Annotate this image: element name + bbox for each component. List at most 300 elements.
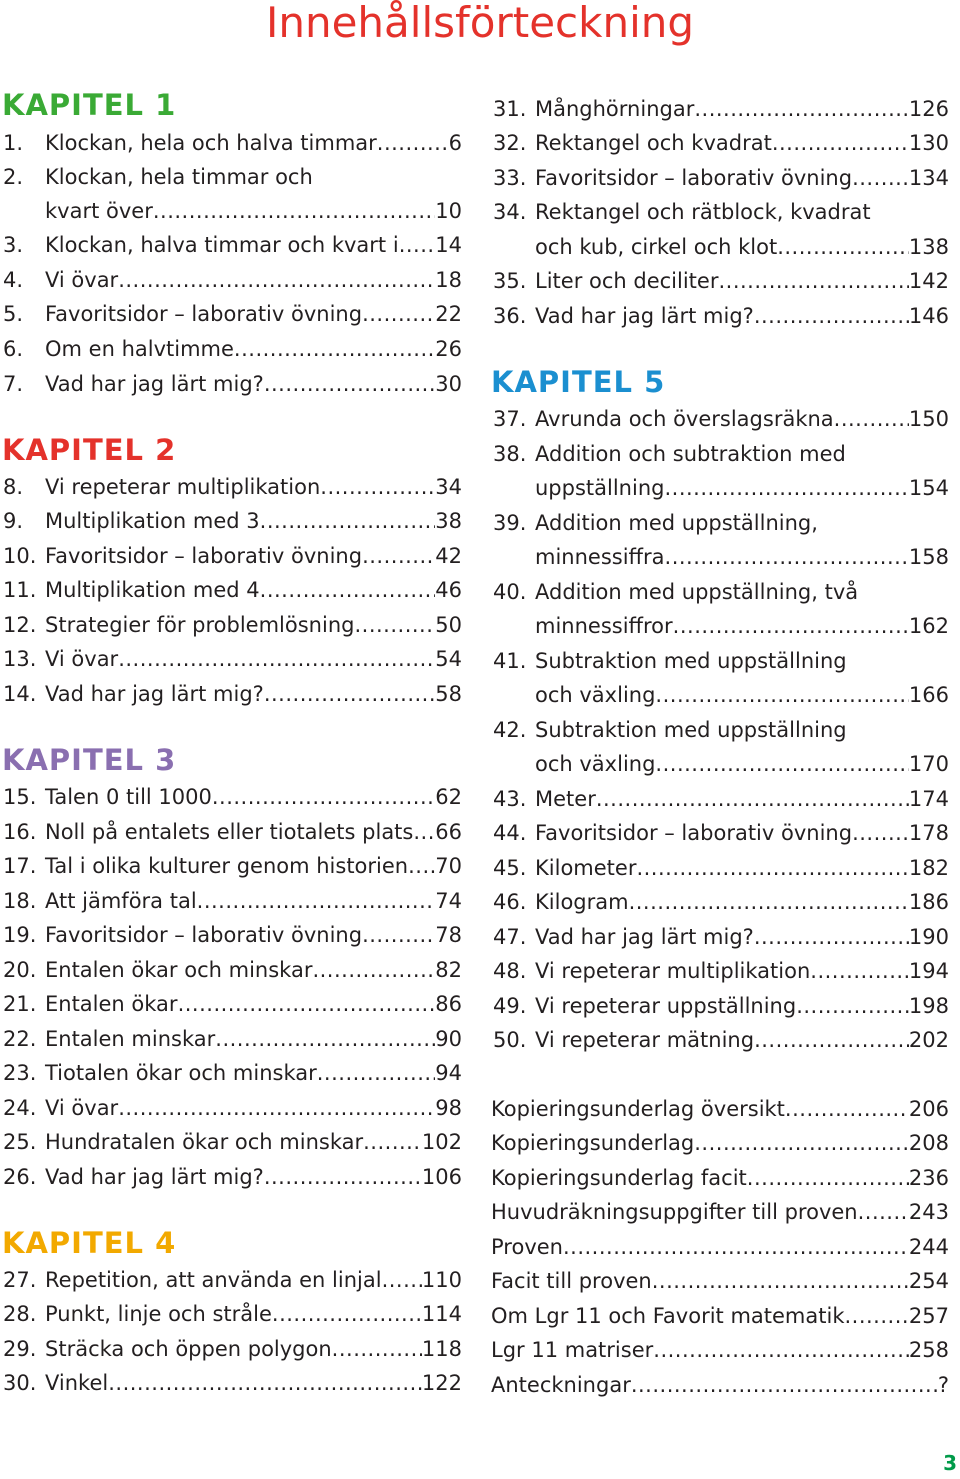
entry-page: 138: [908, 235, 949, 259]
entry-page: 254: [908, 1269, 949, 1293]
toc-entry[interactable]: [490, 506, 949, 540]
leader-dots: [810, 954, 909, 988]
entry-page: 38: [435, 509, 462, 533]
leader-dots: [320, 470, 435, 504]
entry-page: 130: [908, 131, 949, 155]
entry-title: Facit till proven: [491, 1269, 652, 1293]
leader-dots: [260, 504, 436, 538]
toc-appendix-entry[interactable]: [490, 1333, 949, 1367]
entry-title: Noll på entalets eller tiotalets plats: [45, 820, 414, 844]
toc-entry[interactable]: [0, 918, 462, 952]
toc-entry[interactable]: [0, 470, 462, 504]
entry-page: 257: [908, 1304, 949, 1328]
leader-dots: [377, 126, 449, 160]
leader-dots: [596, 782, 909, 816]
entry-page: 82: [435, 958, 462, 982]
entry-number: 42.: [493, 718, 527, 742]
entry-number: 50.: [493, 1028, 527, 1052]
leader-dots: [118, 642, 435, 676]
entry-number: 14.: [3, 682, 37, 706]
toc-entry[interactable]: [0, 1022, 462, 1056]
entry-page: 243: [908, 1200, 949, 1224]
entry-title: Klockan, hela timmar och: [45, 165, 313, 189]
leader-dots: [754, 299, 909, 333]
leader-dots: [264, 677, 435, 711]
entry-page: 58: [435, 682, 462, 706]
entry-title: Multiplikation med 4: [45, 578, 260, 602]
entry-number: 34.: [493, 200, 527, 224]
entry-title: Tal i olika kulturer genom historien: [45, 854, 409, 878]
toc-entry[interactable]: [490, 851, 949, 885]
entry-title: Proven: [491, 1235, 563, 1259]
toc-appendix-entry[interactable]: [490, 1230, 949, 1264]
entry-title: Addition med uppställning,: [535, 511, 818, 535]
entry-title: Vi repeterar multiplikation: [535, 959, 811, 983]
toc-entry[interactable]: [0, 849, 462, 883]
entry-page: 244: [908, 1235, 949, 1259]
entry-page: 98: [435, 1096, 462, 1120]
entry-page: 66: [435, 820, 462, 844]
toc-appendix-entry[interactable]: [490, 1126, 949, 1160]
toc-entry[interactable]: [490, 575, 949, 609]
entry-title: Kilogram: [535, 890, 629, 914]
entry-number: 10.: [3, 544, 37, 568]
toc-entry-continuation[interactable]: [490, 230, 949, 264]
toc-entry[interactable]: [0, 884, 462, 918]
entry-title: Favoritsidor – laborativ övning: [535, 166, 853, 190]
leader-dots: [354, 608, 435, 642]
entry-title: Om en halvtimme: [45, 337, 234, 361]
entry-number: 43.: [493, 787, 527, 811]
toc-entry[interactable]: [490, 195, 949, 229]
entry-title: Vinkel: [45, 1371, 109, 1395]
entry-title: Klockan, hela och halva timmar: [45, 131, 377, 155]
toc-entry[interactable]: [490, 989, 949, 1023]
entry-page: 42: [435, 544, 462, 568]
toc-entry[interactable]: [490, 1023, 949, 1057]
leader-dots: [108, 1366, 422, 1400]
entry-page: 10: [435, 199, 462, 223]
toc-entry[interactable]: [0, 504, 462, 538]
leader-dots: [636, 851, 908, 885]
toc-entry[interactable]: [490, 126, 949, 160]
entry-number: 7.: [3, 372, 24, 396]
entry-title: Entalen minskar: [45, 1027, 216, 1051]
entry-title: Strategier för problemlösning: [45, 613, 355, 637]
leader-dots: [852, 816, 909, 850]
leader-dots: [747, 1161, 909, 1195]
entry-page: 206: [908, 1097, 949, 1121]
entry-page: 150: [908, 407, 949, 431]
leader-dots: [362, 297, 435, 331]
entry-page: 50: [435, 613, 462, 637]
entry-number: 35.: [493, 269, 527, 293]
leader-dots: [652, 1264, 909, 1298]
entry-title: Vad har jag lärt mig?: [535, 925, 754, 949]
entry-page: 194: [908, 959, 949, 983]
entry-page: 22: [435, 302, 462, 326]
leader-dots: [844, 1299, 908, 1333]
entry-title: Addition och subtraktion med: [535, 442, 846, 466]
leader-dots: [118, 1091, 435, 1125]
entry-page: 208: [908, 1131, 949, 1155]
toc-entry[interactable]: [0, 1125, 462, 1159]
toc-appendix-entry[interactable]: [490, 1195, 949, 1229]
entry-title: Vi repeterar uppställning: [535, 994, 797, 1018]
entry-title: Rektangel och kvadrat: [535, 131, 772, 155]
entry-number: 40.: [493, 580, 527, 604]
toc-entry[interactable]: [490, 299, 949, 333]
entry-title: och växling: [535, 683, 656, 707]
entry-page: 26: [435, 337, 462, 361]
leader-dots: [212, 780, 435, 814]
toc-entry[interactable]: [490, 782, 949, 816]
leader-dots: [260, 573, 436, 607]
entry-title: Vad har jag lärt mig?: [45, 372, 264, 396]
entry-title: Multiplikation med 3: [45, 509, 260, 533]
entry-page: 34: [435, 475, 462, 499]
entry-number: 27.: [3, 1268, 37, 1292]
entry-number: 24.: [3, 1096, 37, 1120]
entry-title: Kopieringsunderlag: [491, 1131, 695, 1155]
entry-title: Talen 0 till 1000: [45, 785, 212, 809]
entry-title: minnessiffra: [535, 545, 665, 569]
toc-entry[interactable]: [0, 263, 462, 297]
toc-entry[interactable]: [0, 1160, 462, 1194]
entry-page: 134: [908, 166, 949, 190]
toc-entry[interactable]: [0, 332, 462, 366]
entry-title: Vi övar: [45, 268, 119, 292]
entry-title: Vi repeterar multiplikation: [45, 475, 321, 499]
entry-title: Rektangel och rätblock, kvadrat: [535, 200, 871, 224]
toc-appendix-entry[interactable]: [490, 1299, 949, 1333]
entry-number: 9.: [3, 509, 24, 533]
toc-entry[interactable]: [0, 1263, 462, 1297]
entry-title: Hundratalen ökar och minskar: [45, 1130, 364, 1154]
leader-dots: [178, 987, 436, 1021]
toc-entry[interactable]: [0, 367, 462, 401]
entry-number: 25.: [3, 1130, 37, 1154]
toc-entry[interactable]: [490, 161, 949, 195]
entry-page: 6: [448, 131, 462, 155]
toc-entry[interactable]: [0, 987, 462, 1021]
entry-title: Favoritsidor – laborativ övning: [45, 544, 363, 568]
entry-title: Vad har jag lärt mig?: [45, 682, 264, 706]
entry-number: 11.: [3, 578, 37, 602]
leader-dots: [718, 264, 908, 298]
leader-dots: [362, 918, 435, 952]
leader-dots: [785, 1092, 909, 1126]
leader-dots: [272, 1297, 422, 1331]
toc-entry[interactable]: [0, 953, 462, 987]
entry-page: 236: [908, 1166, 949, 1190]
toc-entry[interactable]: [490, 816, 949, 850]
entry-number: 38.: [493, 442, 527, 466]
toc-entry[interactable]: [0, 1297, 462, 1331]
chapter-heading-5: KAPITEL 5: [491, 365, 666, 399]
entry-title: minnessiffror: [535, 614, 673, 638]
entry-number: 45.: [493, 856, 527, 880]
entry-title: uppställning: [535, 476, 665, 500]
entry-title: Kopieringsunderlag facit: [491, 1166, 747, 1190]
toc-entry[interactable]: [0, 228, 462, 262]
entry-number: 21.: [3, 992, 37, 1016]
entry-number: 26.: [3, 1165, 37, 1189]
toc-entry[interactable]: [490, 885, 949, 919]
entry-title: Addition med uppställning, två: [535, 580, 859, 604]
toc-entry[interactable]: [0, 780, 462, 814]
entry-number: 1.: [3, 131, 24, 155]
toc-entry[interactable]: [490, 713, 949, 747]
entry-number: 2.: [3, 165, 24, 189]
entry-number: 33.: [493, 166, 527, 190]
entry-page: 90: [435, 1027, 462, 1051]
leader-dots: [413, 815, 435, 849]
entry-title: Entalen ökar och minskar: [45, 958, 313, 982]
toc-entry[interactable]: [0, 160, 462, 194]
toc-entry[interactable]: [490, 954, 949, 988]
entry-number: 29.: [3, 1337, 37, 1361]
entry-number: 41.: [493, 649, 527, 673]
entry-number: 31.: [493, 97, 527, 121]
entry-page: 146: [908, 304, 949, 328]
entry-number: 4.: [3, 268, 24, 292]
toc-entry[interactable]: [0, 608, 462, 642]
leader-dots: [332, 1332, 422, 1366]
page-number: 3: [943, 1451, 957, 1475]
entry-page: 166: [908, 683, 949, 707]
entry-number: 18.: [3, 889, 37, 913]
entry-number: 22.: [3, 1027, 37, 1051]
entry-title: Huvudräkningsuppgifter till proven: [491, 1200, 858, 1224]
toc-entry-continuation[interactable]: [490, 747, 949, 781]
entry-title: Favoritsidor – laborativ övning: [45, 302, 363, 326]
entry-page: 122: [421, 1371, 462, 1395]
leader-dots: [772, 126, 909, 160]
toc-entry[interactable]: [0, 677, 462, 711]
toc-entry[interactable]: [0, 1056, 462, 1090]
toc-entry[interactable]: [0, 1366, 462, 1400]
entry-title: Meter: [535, 787, 596, 811]
entry-page: 142: [908, 269, 949, 293]
entry-page: 158: [908, 545, 949, 569]
entry-page: 78: [435, 923, 462, 947]
entry-page: 62: [435, 785, 462, 809]
toc-entry-continuation[interactable]: [490, 471, 949, 505]
entry-title: Tiotalen ökar och minskar: [45, 1061, 317, 1085]
entry-page: 74: [435, 889, 462, 913]
entry-page: 30: [435, 372, 462, 396]
leader-dots: [118, 263, 435, 297]
entry-number: 17.: [3, 854, 37, 878]
entry-number: 3.: [3, 233, 24, 257]
entry-title: Entalen ökar: [45, 992, 178, 1016]
toc-entry[interactable]: [490, 402, 949, 436]
entry-page: 190: [908, 925, 949, 949]
entry-page: 126: [908, 97, 949, 121]
entry-title: Favoritsidor – laborativ övning: [535, 821, 853, 845]
entry-number: 23.: [3, 1061, 37, 1085]
entry-page: 54: [435, 647, 462, 671]
chapter-heading-3: KAPITEL 3: [2, 743, 177, 777]
toc-entry[interactable]: [0, 539, 462, 573]
toc-appendix-entry[interactable]: [490, 1264, 949, 1298]
leader-dots: [153, 194, 435, 228]
leader-dots: [234, 332, 435, 366]
entry-title: Subtraktion med uppställning: [535, 718, 847, 742]
entry-page: 202: [908, 1028, 949, 1052]
entry-page: 14: [435, 233, 462, 257]
chapter-heading-4: KAPITEL 4: [2, 1226, 177, 1260]
entry-number: 16.: [3, 820, 37, 844]
page-title: Innehållsförteckning: [265, 0, 695, 47]
leader-dots: [754, 920, 909, 954]
leader-dots: [754, 1023, 909, 1057]
toc-entry[interactable]: [0, 297, 462, 331]
toc-entry[interactable]: [0, 573, 462, 607]
entry-number: 46.: [493, 890, 527, 914]
leader-dots: [665, 540, 909, 574]
leader-dots: [655, 678, 908, 712]
entry-title: Vi repeterar mätning: [535, 1028, 755, 1052]
chapter-heading-2: KAPITEL 2: [2, 433, 177, 467]
leader-dots: [264, 1160, 422, 1194]
entry-number: 44.: [493, 821, 527, 845]
chapter-heading-1: KAPITEL 1: [2, 88, 177, 122]
leader-dots: [197, 884, 436, 918]
toc-entry[interactable]: [0, 1332, 462, 1366]
toc-entry[interactable]: [490, 644, 949, 678]
entry-title: Om Lgr 11 och Favorit matematik: [491, 1304, 845, 1328]
toc-entry[interactable]: [0, 1091, 462, 1125]
entry-number: 13.: [3, 647, 37, 671]
entry-title: Klockan, halva timmar och kvart i: [45, 233, 399, 257]
entry-title: Liter och deciliter: [535, 269, 719, 293]
leader-dots: [852, 161, 909, 195]
entry-title: Punkt, linje och stråle: [45, 1302, 272, 1326]
toc-entry-continuation[interactable]: [490, 678, 949, 712]
leader-dots: [408, 849, 435, 883]
entry-title: Lgr 11 matriser: [491, 1338, 654, 1362]
leader-dots: [317, 1056, 436, 1090]
entry-page: 70: [435, 854, 462, 878]
entry-page: 154: [908, 476, 949, 500]
toc-entry[interactable]: [0, 126, 462, 160]
leader-dots: [694, 92, 909, 126]
toc-appendix-entry[interactable]: [490, 1161, 949, 1195]
entry-title: Vad har jag lärt mig?: [45, 1165, 264, 1189]
entry-number: 32.: [493, 131, 527, 155]
leader-dots: [694, 1126, 909, 1160]
entry-title: Favoritsidor – laborativ övning: [45, 923, 363, 947]
entry-number: 20.: [3, 958, 37, 982]
entry-number: 19.: [3, 923, 37, 947]
entry-number: 8.: [3, 475, 24, 499]
leader-dots: [312, 953, 435, 987]
entry-title: Subtraktion med uppställning: [535, 649, 847, 673]
entry-page: ?: [937, 1373, 949, 1397]
leader-dots: [653, 1333, 909, 1367]
entry-number: 47.: [493, 925, 527, 949]
entry-page: 182: [908, 856, 949, 880]
toc-entry[interactable]: [0, 815, 462, 849]
leader-dots: [362, 539, 435, 573]
toc-entry-continuation[interactable]: [0, 194, 462, 228]
toc-entry[interactable]: [490, 920, 949, 954]
entry-page: 118: [421, 1337, 462, 1361]
entry-page: 106: [421, 1165, 462, 1189]
entry-page: 162: [908, 614, 949, 638]
entry-title: Att jämföra tal: [45, 889, 197, 913]
entry-number: 49.: [493, 994, 527, 1018]
toc-entry[interactable]: [490, 264, 949, 298]
entry-title: Kopieringsunderlag översikt: [491, 1097, 785, 1121]
leader-dots: [858, 1195, 909, 1229]
entry-number: 28.: [3, 1302, 37, 1326]
entry-title: Vi övar: [45, 1096, 119, 1120]
entry-title: kvart över: [45, 199, 153, 223]
entry-number: 6.: [3, 337, 24, 361]
entry-title: Anteckningar: [491, 1373, 631, 1397]
leader-dots: [777, 230, 909, 264]
entry-page: 110: [421, 1268, 462, 1292]
entry-page: 186: [908, 890, 949, 914]
entry-page: 114: [421, 1302, 462, 1326]
leader-dots: [215, 1022, 435, 1056]
entry-title: Vad har jag lärt mig?: [535, 304, 754, 328]
entry-number: 30.: [3, 1371, 37, 1395]
entry-title: Kilometer: [535, 856, 637, 880]
toc-appendix-entry[interactable]: [490, 1092, 949, 1126]
entry-title: Vi övar: [45, 647, 119, 671]
leader-dots: [796, 989, 909, 1023]
entry-title: Månghörningar: [535, 97, 695, 121]
leader-dots: [399, 228, 436, 262]
entry-page: 94: [435, 1061, 462, 1085]
toc-entry-continuation[interactable]: [490, 540, 949, 574]
entry-page: 174: [908, 787, 949, 811]
leader-dots: [629, 885, 909, 919]
entry-page: 46: [435, 578, 462, 602]
toc-entry[interactable]: [0, 642, 462, 676]
entry-title: och kub, cirkel och klot: [535, 235, 778, 259]
entry-page: 18: [435, 268, 462, 292]
leader-dots: [382, 1263, 422, 1297]
entry-page: 102: [421, 1130, 462, 1154]
entry-page: 86: [435, 992, 462, 1016]
leader-dots: [655, 747, 908, 781]
leader-dots: [563, 1230, 909, 1264]
entry-number: 5.: [3, 302, 24, 326]
entry-number: 12.: [3, 613, 37, 637]
leader-dots: [631, 1368, 938, 1402]
entry-number: 36.: [493, 304, 527, 328]
entry-page: 170: [908, 752, 949, 776]
entry-title: Avrunda och överslagsräkna: [535, 407, 834, 431]
entry-number: 37.: [493, 407, 527, 431]
leader-dots: [264, 367, 435, 401]
toc-entry-continuation[interactable]: [490, 609, 949, 643]
toc-appendix-entry[interactable]: [490, 1368, 949, 1402]
entry-title: Sträcka och öppen polygon: [45, 1337, 332, 1361]
entry-number: 39.: [493, 511, 527, 535]
toc-entry[interactable]: [490, 92, 949, 126]
entry-number: 48.: [493, 959, 527, 983]
entry-page: 178: [908, 821, 949, 845]
entry-title: och växling: [535, 752, 656, 776]
leader-dots: [673, 609, 909, 643]
toc-entry[interactable]: [490, 437, 949, 471]
